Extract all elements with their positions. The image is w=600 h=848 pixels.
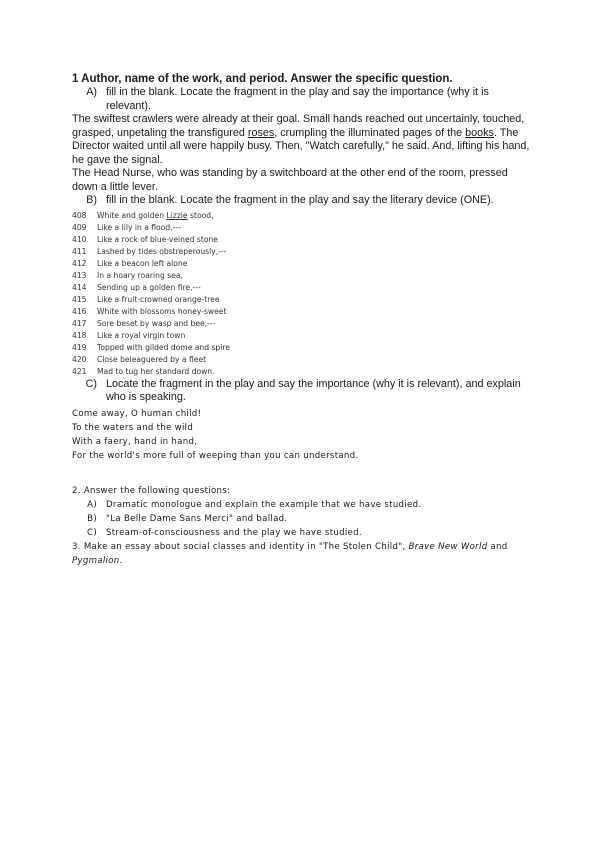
item-marker: C) xyxy=(87,527,97,538)
question-1b xyxy=(72,194,530,208)
quote-line: Come away, O human child! xyxy=(72,408,202,419)
section2 xyxy=(72,484,530,568)
line-text: White and golden Lizzie stood, xyxy=(97,210,214,220)
underlined-word-lizzie: Lizzie xyxy=(166,210,188,220)
essay-text: 3. Make an essay about social classes and identity in "The Stolen Child", xyxy=(72,541,409,552)
title-brave-new-world: Brave New World xyxy=(408,541,488,552)
item-text: "La Belle Dame Sans Merci" and ballad. xyxy=(106,513,288,524)
line-text: Like a lily in a flood,--- xyxy=(97,222,181,232)
section1-heading: 1 Author, name of the work, and period. Answer the specific question. xyxy=(72,73,453,85)
poem-line xyxy=(72,270,530,282)
line-number: 421 xyxy=(72,366,87,376)
poem-line xyxy=(72,258,530,270)
poem-line xyxy=(72,282,530,294)
section2-item xyxy=(72,498,530,512)
line-number: 412 xyxy=(72,258,87,268)
passage-text: , crumpling the illuminated pages of the xyxy=(274,126,466,139)
line-number: 409 xyxy=(72,222,87,232)
section2-item xyxy=(72,526,530,540)
poem-line xyxy=(72,330,530,342)
question-marker: B) xyxy=(86,194,97,206)
line-text: Like a rock of blue-veined stone xyxy=(97,234,218,244)
poem-line xyxy=(72,294,530,306)
line-number: 410 xyxy=(72,234,87,244)
line-number: 417 xyxy=(72,318,87,328)
line-text: Sore beset by wasp and bee,--- xyxy=(97,318,216,328)
item-marker: A) xyxy=(87,499,97,510)
line-number: 418 xyxy=(72,330,87,340)
line-text: Topped with gilded dome and spire xyxy=(97,342,230,352)
item-text: Dramatic monologue and explain the example that we have studied. xyxy=(106,499,422,510)
line-number: 413 xyxy=(72,270,87,280)
quote-line: For the world's more full of weeping than you can understand. xyxy=(72,450,359,461)
poem-line xyxy=(72,306,530,318)
brave-new-world-passage xyxy=(72,113,530,167)
line-text: Like a royal virgin town xyxy=(97,330,186,340)
question-1a xyxy=(72,86,530,113)
question-1c xyxy=(72,378,530,405)
question-marker: C) xyxy=(85,377,97,390)
underlined-word-books: books xyxy=(465,126,494,139)
goblin-market-excerpt xyxy=(72,210,530,378)
poem-line xyxy=(72,246,530,258)
document-page xyxy=(72,72,530,568)
quote-line: With a faery, hand in hand, xyxy=(72,436,198,447)
stolen-child-quote xyxy=(72,407,530,463)
quote-line: To the waters and the wild xyxy=(72,422,194,433)
essay-text: and xyxy=(487,541,508,552)
line-text: Sending up a golden fire,--- xyxy=(97,282,201,292)
line-text: Like a beacon left alone xyxy=(97,258,188,268)
poem-line xyxy=(72,342,530,354)
poem-line xyxy=(72,234,530,246)
question-text: fill in the blank. Locate the fragment in the play and say the literary device (ONE). xyxy=(106,194,494,206)
item-marker: B) xyxy=(87,513,97,524)
line-number: 414 xyxy=(72,282,87,292)
poem-line xyxy=(72,222,530,234)
title-pygmalion: Pygmalion xyxy=(72,555,120,566)
line-number: 411 xyxy=(72,246,87,256)
poem-line xyxy=(72,366,530,378)
line-number: 416 xyxy=(72,306,87,316)
line-text: White with blossoms honey-sweet xyxy=(97,306,227,316)
section2-heading: 2. Answer the following questions: xyxy=(72,485,231,496)
essay-text: . xyxy=(119,555,123,566)
passage-text: The swiftest crawlers were already at their goal. Small hands reached out uncertainly, touched, grasped, unpetaling the transfigured xyxy=(72,113,525,139)
poem-line xyxy=(72,354,530,366)
passage-continuation: The Head Nurse, who was standing by a switchboard at the other end of the room, pressed down a little lever. xyxy=(72,167,508,193)
line-number: 419 xyxy=(72,342,87,352)
item-text: Stream-of-consciousness and the play we have studied. xyxy=(106,527,362,538)
question-text: fill in the blank. Locate the fragment in the play and say the importance (why it is relevant). xyxy=(106,86,489,112)
line-number: 420 xyxy=(72,354,87,364)
line-number: 415 xyxy=(72,294,87,304)
section2-item xyxy=(72,512,530,526)
line-text: In a hoary roaring sea, xyxy=(97,270,183,280)
line-text: Like a fruit-crowned orange-tree xyxy=(97,294,220,304)
passage-text: . The Director waited until all were happily busy. Then, "Watch carefully," he said. And, lifting his hand, he gave the signal. xyxy=(72,126,530,166)
poem-line xyxy=(72,210,530,222)
section3-essay-prompt xyxy=(72,540,530,568)
line-text: Close beleaguered by a fleet xyxy=(97,354,207,364)
question-marker: A) xyxy=(86,86,97,98)
underlined-word-roses: roses xyxy=(247,126,275,139)
line-text: Lashed by tides obstreperously,--- xyxy=(97,246,227,256)
question-text: Locate the fragment in the play and say the importance (why it is relevant), and explain who is speaking. xyxy=(106,377,521,403)
line-number: 408 xyxy=(72,210,87,220)
line-text: Mad to tug her standard down. xyxy=(97,366,215,376)
poem-line xyxy=(72,318,530,330)
